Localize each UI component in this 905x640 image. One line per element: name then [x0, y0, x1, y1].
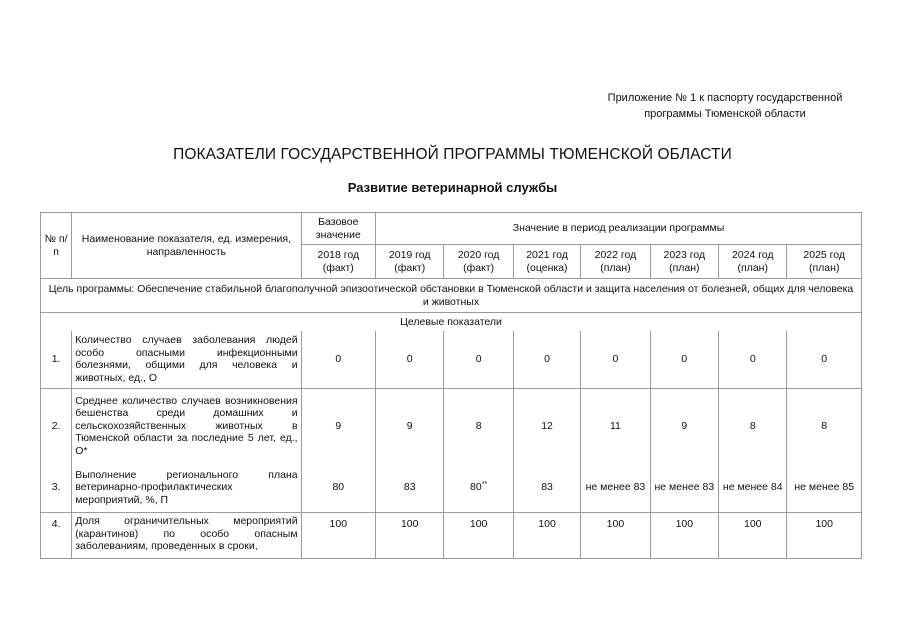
header-year-2025: [787, 245, 862, 279]
appendix-line-1: Приложение № 1 к паспорту государственной: [607, 92, 843, 104]
header-year-label: 2022 год: [594, 249, 637, 261]
header-name: Наименование показателя, ед. измерения, направленность: [72, 213, 301, 279]
header-year-label: 2018 год: [317, 249, 360, 261]
value-cell: не менее 85: [787, 463, 862, 513]
header-year-kind: (план): [600, 261, 631, 274]
header-year-label: 2021 год: [526, 249, 568, 261]
header-year-label: 2023 год: [663, 249, 706, 261]
header-year-label: 2020 год: [457, 249, 500, 261]
value-cell: 100: [444, 513, 513, 559]
section-row: [41, 313, 862, 331]
header-year-kind: (оценка): [526, 261, 568, 274]
value-cell: не менее 83: [650, 463, 718, 513]
value-cell: 9: [376, 389, 444, 463]
indicator-name: Выполнение регионального плана ветеринарно-профилактических мероприятий, %, П: [72, 463, 301, 513]
row-number: 3.: [41, 463, 72, 513]
header-year-kind: (план): [737, 261, 768, 274]
appendix-note: [560, 90, 890, 122]
appendix-line-2: программы Тюменской области: [644, 108, 806, 120]
header-period: Значение в период реализации программы: [376, 213, 862, 245]
value-cell: 100: [650, 513, 718, 559]
value-cell: не менее 84: [719, 463, 787, 513]
header-year-2022: [581, 245, 650, 279]
header-year-label: 2019 год: [388, 249, 431, 261]
header-year-2023: [650, 245, 718, 279]
header-year-label: 2024 год: [731, 249, 774, 261]
header-year-kind: (план): [669, 261, 700, 274]
value-cell: 0: [581, 331, 650, 389]
value-text: 80: [470, 481, 482, 493]
value-cell: [444, 463, 513, 513]
value-cell: 100: [581, 513, 650, 559]
program-goal: Цель программы: Обеспечение стабильной благополучной эпизоотической обстановки в Тюменской области и защита населения от болезней, общих для человека и животных: [41, 279, 862, 313]
header-year-label: 2025 год: [803, 249, 846, 261]
value-cell: 0: [376, 331, 444, 389]
table-row: [41, 389, 862, 463]
row-number: 4.: [41, 513, 72, 559]
footnote-marker: **: [481, 481, 488, 488]
header-year-kind: (план): [809, 261, 840, 274]
table-row: [41, 513, 862, 559]
row-number: 1.: [41, 331, 72, 389]
header-year-kind: (факт): [394, 261, 426, 274]
value-cell: 0: [719, 331, 787, 389]
header-year-2019: [376, 245, 444, 279]
value-cell: 100: [376, 513, 444, 559]
value-cell: 9: [650, 389, 718, 463]
header-year-kind: (факт): [463, 261, 495, 274]
value-cell: 100: [719, 513, 787, 559]
indicator-name: Количество случаев заболевания людей особо опасными инфекционными болезнями, общими для человека и животных, ед., О: [72, 331, 301, 389]
value-cell: 8: [719, 389, 787, 463]
value-cell: 100: [787, 513, 862, 559]
row-number: 2.: [41, 389, 72, 463]
value-cell: 0: [787, 331, 862, 389]
program-subtitle: Развитие ветеринарной службы: [347, 180, 558, 195]
value-cell: 83: [376, 463, 444, 513]
header-year-2021: [513, 245, 580, 279]
indicator-name: Доля ограничительных мероприятий (карантинов) по особо опасным заболеваниям, проведенных в сроки,: [72, 513, 301, 559]
goal-row: [41, 279, 862, 313]
value-cell: 0: [650, 331, 718, 389]
value-cell: 0: [301, 331, 375, 389]
value-cell: 0: [444, 331, 513, 389]
value-cell: 11: [581, 389, 650, 463]
table-row: [41, 463, 862, 513]
value-cell: 8: [444, 389, 513, 463]
value-cell: 100: [513, 513, 580, 559]
document-title: ПОКАЗАТЕЛИ ГОСУДАРСТВЕННОЙ ПРОГРАММЫ ТЮМЕНСКОЙ ОБЛАСТИ: [173, 146, 732, 163]
indicators-table: [40, 212, 862, 559]
indicator-name: Среднее количество случаев возникновения бешенства среди домашних и сельскохозяйственных животных в Тюменской области за последние 5 лет, ед., О*: [72, 389, 301, 463]
header-base: Базовое значение: [301, 213, 375, 245]
value-cell: не менее 83: [581, 463, 650, 513]
value-cell: 83: [513, 463, 580, 513]
table-row: [41, 331, 862, 389]
value-cell: 12: [513, 389, 580, 463]
value-cell: 80: [301, 463, 375, 513]
section-heading: Целевые показатели: [41, 313, 862, 331]
header-row-1: [41, 213, 862, 245]
header-num: № п/п: [41, 213, 72, 279]
value-cell: 8: [787, 389, 862, 463]
header-year-2020: [444, 245, 513, 279]
value-cell: 9: [301, 389, 375, 463]
header-year-2018: [301, 245, 375, 279]
header-year-kind: (факт): [322, 261, 354, 274]
value-cell: 100: [301, 513, 375, 559]
header-year-2024: [719, 245, 787, 279]
value-cell: 0: [513, 331, 580, 389]
